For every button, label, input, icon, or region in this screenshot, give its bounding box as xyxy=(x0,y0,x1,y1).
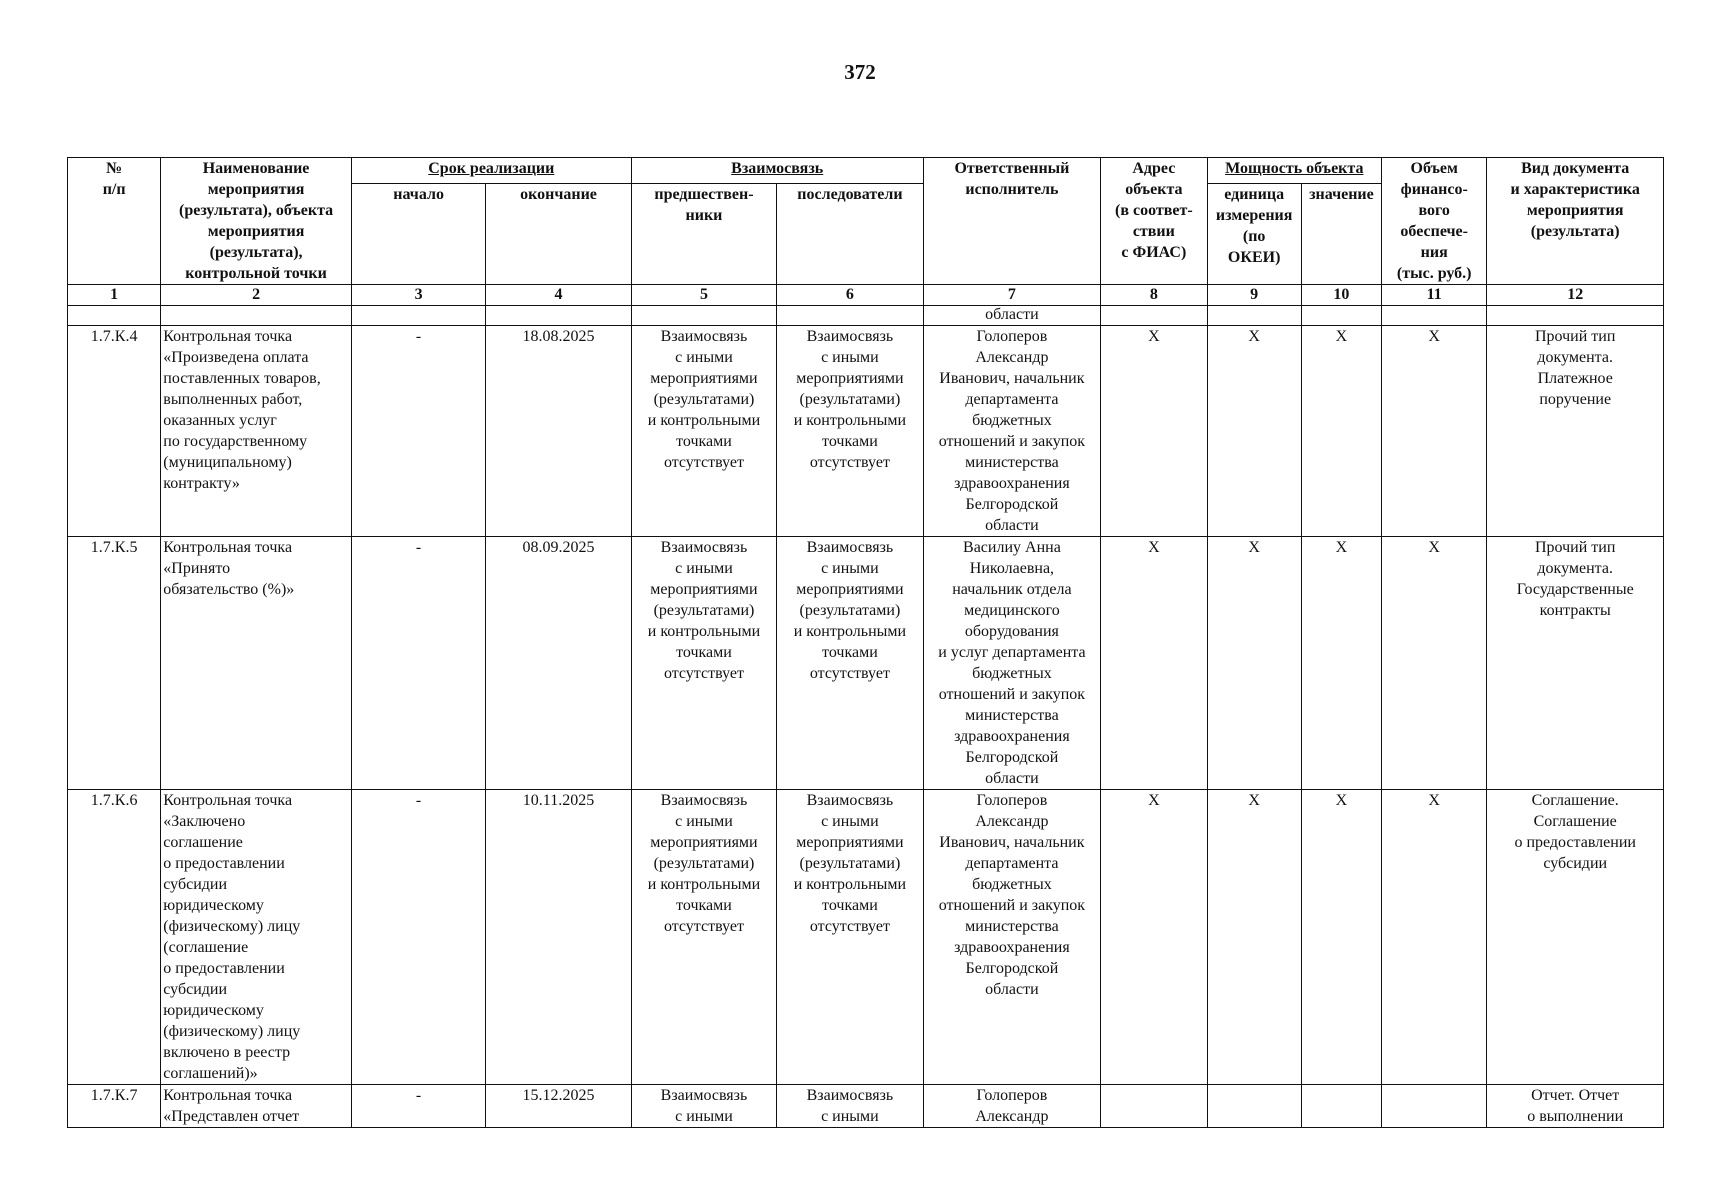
header-term-start: начало xyxy=(351,184,485,285)
continuation-text: области xyxy=(923,306,1101,326)
table-row xyxy=(68,537,1664,790)
row-document: Прочий тип документа. Государственные контракты xyxy=(1487,537,1664,790)
row-end: 10.11.2025 xyxy=(486,790,631,1085)
row-start: - xyxy=(351,326,485,537)
header-num: № п/п xyxy=(68,158,161,285)
header-link-pred: предшествен- ники xyxy=(631,184,776,285)
header-term: Срок реализации xyxy=(351,158,631,184)
row-value: X xyxy=(1301,790,1381,1085)
row-name: Контрольная точка «Произведена оплата поставленных товаров, выполненных работ, оказанных услуг по государственному (муниципальному) контракту» xyxy=(161,326,352,537)
header-link: Взаимосвязь xyxy=(631,158,923,184)
column-number-row xyxy=(68,285,1664,306)
row-start: - xyxy=(351,1085,485,1128)
row-id: 1.7.К.4 xyxy=(68,326,161,537)
row-name: Контрольная точка «Заключено соглашение о предоставлении субсидии юридическому (физическому) лицу (соглашение о предоставлении субсидии юридическому (физическому) лицу включено в реестр соглашений)» xyxy=(161,790,352,1085)
row-document: Отчет. Отчет о выполнении xyxy=(1487,1085,1664,1128)
row-predecessors: Взаимосвязь с иными мероприятиями (результатами) и контрольными точками отсутствует xyxy=(631,537,776,790)
header-doc: Вид документа и характеристика мероприятия (результата) xyxy=(1487,158,1664,285)
header-row-1 xyxy=(68,158,1664,184)
row-responsible: Голоперов Александр Иванович, начальник департамента бюджетных отношений и закупок министерства здравоохранения Белгородской области xyxy=(923,790,1101,1085)
table-row xyxy=(68,1085,1664,1128)
column-number: 9 xyxy=(1207,285,1301,306)
row-successors: Взаимосвязь с иными мероприятиями (результатами) и контрольными точками отсутствует xyxy=(777,537,923,790)
row-value: X xyxy=(1301,326,1381,537)
row-predecessors: Взаимосвязь с иными xyxy=(631,1085,776,1128)
continuation-row xyxy=(68,306,1664,326)
column-number: 11 xyxy=(1382,285,1487,306)
row-end: 15.12.2025 xyxy=(486,1085,631,1128)
header-responsible: Ответственный исполнитель xyxy=(923,158,1101,285)
column-number: 3 xyxy=(351,285,485,306)
row-address xyxy=(1101,1085,1207,1128)
row-id: 1.7.К.5 xyxy=(68,537,161,790)
column-number: 5 xyxy=(631,285,776,306)
row-finance: X xyxy=(1382,790,1487,1085)
row-id: 1.7.К.6 xyxy=(68,790,161,1085)
header-finance: Объем финансо- вого обеспече- ния (тыс. руб.) xyxy=(1382,158,1487,285)
page-number: 372 xyxy=(844,60,876,84)
row-start: - xyxy=(351,537,485,790)
row-value: X xyxy=(1301,537,1381,790)
table-row xyxy=(68,326,1664,537)
row-end: 18.08.2025 xyxy=(486,326,631,537)
row-successors: Взаимосвязь с иными мероприятиями (результатами) и контрольными точками отсутствует xyxy=(777,326,923,537)
row-document: Прочий тип документа. Платежное поручение xyxy=(1487,326,1664,537)
column-number: 6 xyxy=(777,285,923,306)
row-value xyxy=(1301,1085,1381,1128)
column-number: 12 xyxy=(1487,285,1664,306)
row-end: 08.09.2025 xyxy=(486,537,631,790)
row-predecessors: Взаимосвязь с иными мероприятиями (результатами) и контрольными точками отсутствует xyxy=(631,326,776,537)
plan-table xyxy=(67,157,1664,1128)
row-address: X xyxy=(1101,790,1207,1085)
column-number: 7 xyxy=(923,285,1101,306)
row-successors: Взаимосвязь с иными xyxy=(777,1085,923,1128)
row-unit: X xyxy=(1207,326,1301,537)
row-name: Контрольная точка «Представлен отчет xyxy=(161,1085,352,1128)
row-responsible: Василиу Анна Николаевна, начальник отдела медицинского оборудования и услуг департамента бюджетных отношений и закупок министерства здравоохранения Белгородской области xyxy=(923,537,1101,790)
row-responsible: Голоперов Александр xyxy=(923,1085,1101,1128)
row-unit xyxy=(1207,1085,1301,1128)
row-start: - xyxy=(351,790,485,1085)
row-address: X xyxy=(1101,537,1207,790)
row-responsible: Голоперов Александр Иванович, начальник департамента бюджетных отношений и закупок министерства здравоохранения Белгородской области xyxy=(923,326,1101,537)
column-number: 2 xyxy=(161,285,352,306)
row-document: Соглашение. Соглашение о предоставлении субсидии xyxy=(1487,790,1664,1085)
column-number: 10 xyxy=(1301,285,1381,306)
header-value: значение xyxy=(1301,184,1381,285)
row-finance: X xyxy=(1382,537,1487,790)
column-number: 1 xyxy=(68,285,161,306)
header-term-end: окончание xyxy=(486,184,631,285)
header-link-succ: последователи xyxy=(777,184,923,285)
row-successors: Взаимосвязь с иными мероприятиями (результатами) и контрольными точками отсутствует xyxy=(777,790,923,1085)
row-name: Контрольная точка «Принято обязательство (%)» xyxy=(161,537,352,790)
row-id: 1.7.К.7 xyxy=(68,1085,161,1128)
row-finance: X xyxy=(1382,326,1487,537)
table-row xyxy=(68,790,1664,1085)
column-number: 8 xyxy=(1101,285,1207,306)
header-unit: единица измерения (по ОКЕИ) xyxy=(1207,184,1301,285)
row-unit: X xyxy=(1207,790,1301,1085)
column-number: 4 xyxy=(486,285,631,306)
header-capacity: Мощность объекта xyxy=(1207,158,1382,184)
row-address: X xyxy=(1101,326,1207,537)
row-unit: X xyxy=(1207,537,1301,790)
row-finance xyxy=(1382,1085,1487,1128)
header-address: Адрес объекта (в соответ- ствии с ФИАС) xyxy=(1101,158,1207,285)
header-name: Наименование мероприятия (результата), объекта мероприятия (результата), контрольной точки xyxy=(161,158,352,285)
row-predecessors: Взаимосвязь с иными мероприятиями (результатами) и контрольными точками отсутствует xyxy=(631,790,776,1085)
